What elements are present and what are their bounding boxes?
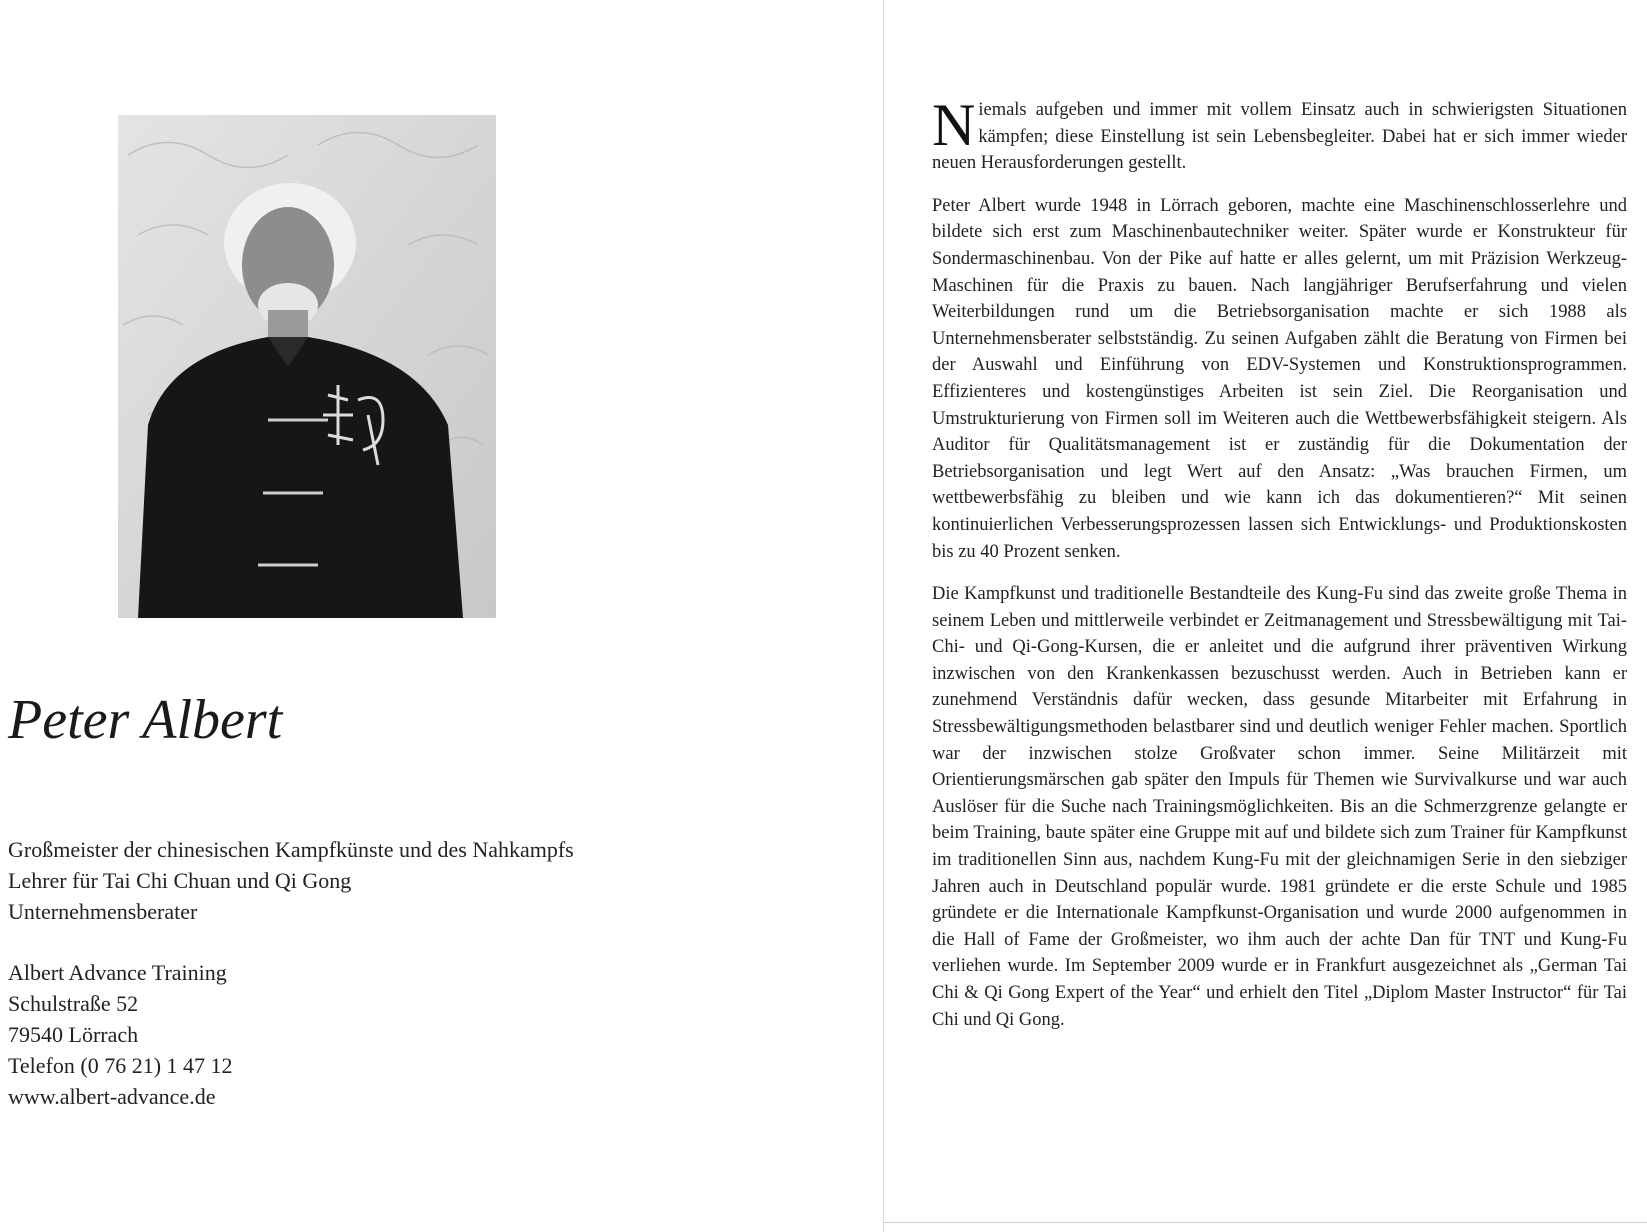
title-line-2: Lehrer für Tai Chi Chuan und Qi Gong [8,868,352,893]
portrait-illustration [118,115,496,618]
titles-block [8,834,708,927]
intro-text: iemals aufgeben und immer mit vollem Einsatz auch in schwierigsten Situationen kämpfen; diese Einstellung ist sein Lebensbegleiter. Dabei hat er sich immer wieder neuen Herausforderungen gestellt. [932,100,1627,174]
street-address: Schulstraße 52 [8,991,139,1016]
title-line-3: Unternehmensberater [8,899,198,924]
drop-cap: N [932,92,976,158]
martial-arts-paragraph: Die Kampfkunst und traditionelle Bestandteile des Kung-Fu sind das zweite große Thema in seinem Leben und mittlerweile verbindet er Zeitmanagement und Stressbewältigung mit Tai-Chi- und Qi-Gong-Kursen, die er anleitet und die aufgrund ihrer präventiven Wirkung inzwischen von den Krankenkassen bezuschusst werden. Auch in Betrieben kann er zunehmend Verständnis dafür wecken, dass gesunde Mitarbeiter mit Erfahrung in Stressbewältigungsmethoden belastbarer sind und deutlich weniger Fehler machen. Sportlich war der inzwischen stolze Großvater schon immer. Seine Militärzeit mit Orientierungsmärschen gab später den Impuls für Themen wie Survivalkurse und war auch Auslöser für die Suche nach Trainingsmöglichkeiten. Bis an die Schmerzgrenze gelangte er beim Training, baute später eine Gruppe mit auf und bildete sich zum Trainer für Kampfkunst im traditionellen Sinn aus, nachdem Kung-Fu mit der gleichnamigen Serie in den siebziger Jahren auch in Deutschland populär wurde. 1981 gründete er die erste Schule und 1985 gründete er die Internationale Kampfkunst-Organisation und wurde 2000 aufgenommen in die Hall of Fame der Großmeister, wo ihm auch der achte Dan für TNT und Kung-Fu verliehen wurde. Im September 2009 wurde er in Frankfurt ausgezeichnet als „German Tai Chi & Qi Gong Expert of the Year“ und erhielt den Titel „Diplom Master Instructor“ für Tai Chi und Qi Gong. [932,584,1627,1030]
bottom-rule [883,1222,1647,1223]
website-link[interactable]: www.albert-advance.de [8,1084,216,1109]
portrait-photo [118,115,496,618]
intro-paragraph [932,92,1627,177]
page-gutter [883,0,884,1232]
person-name: Peter Albert [8,689,283,751]
postal-city: 79540 Lörrach [8,1022,139,1047]
contact-block [8,957,708,1112]
phone-number: Telefon (0 76 21) 1 47 12 [8,1053,233,1078]
biography-text [932,92,1627,1049]
career-paragraph: Peter Albert wurde 1948 in Lörrach geboren, machte eine Maschinenschlosserlehre und bildete sich erst zum Maschinenbautechniker weiter. Später wurde er Konstrukteur für Sondermaschinenbau. Von der Pike auf hatte er alles gelernt, um mit Präzision Werkzeug-Maschinen für die Praxis zu bauen. Nach langjähriger Berufserfahrung und vielen Weiterbildungen rund um die Betriebsorganisation machte er sich 1988 als Unternehmensberater selbstständig. Zu seinen Aufgaben zählt die Beratung von Firmen bei der Auswahl und Einführung von EDV-Systemen und Konstruktionsprogrammen. Effizienteres und kostengünstiges Arbeiten ist sein Ziel. Die Reorganisation und Umstrukturierung von Firmen soll im Weiteren auch die Wettbewerbsfähigkeit steigern. Als Auditor für Qualitätsmanagement ist er zuständig für die Dokumentation der Betriebsorganisation und legt Wert auf den Ansatz: „Was brauchen Firmen, um wettbewerbsfähig zu bleiben und wie kann ich das dokumentieren?“ Mit seinen kontinuierlichen Verbesserungsprozessen lassen sich Entwicklungs- und Produktionskosten bis zu 40 Prozent senken. [932,195,1627,562]
company-name: Albert Advance Training [8,960,227,985]
title-line-1: Großmeister der chinesischen Kampfkünste und des Nahkampfs [8,837,574,862]
